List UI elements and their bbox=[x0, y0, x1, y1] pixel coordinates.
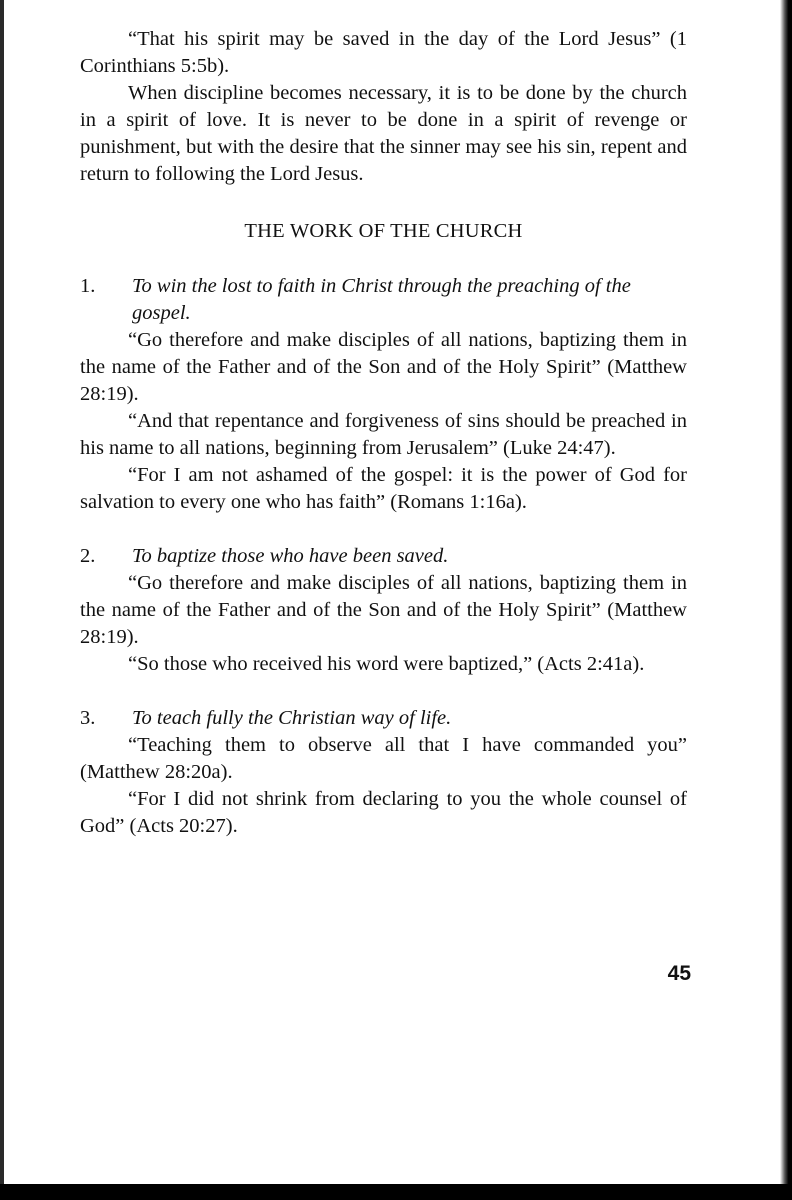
item-header bbox=[80, 705, 687, 732]
item-number: 3. bbox=[80, 707, 96, 729]
page-edge-right bbox=[780, 0, 792, 1200]
page-content bbox=[80, 26, 687, 840]
scripture-quote: “Go therefore and make disciples of all nations, baptizing them in the name of the Father and of the Son and of the Holy Spirit” (Matthew 28:19). bbox=[80, 572, 687, 648]
section-heading: THE WORK OF THE CHURCH bbox=[244, 220, 523, 242]
page-edge-bottom bbox=[0, 1184, 792, 1200]
item-number: 1. bbox=[80, 275, 96, 297]
scripture-quote: “Teaching them to observe all that I have commanded you” (Matthew 28:20a). bbox=[80, 734, 687, 783]
work-item-2 bbox=[80, 543, 687, 678]
item-title: To win the lost to faith in Christ through the preaching of the gospel. bbox=[132, 275, 631, 324]
item-title: To baptize those who have been saved. bbox=[132, 545, 449, 567]
spacer bbox=[80, 516, 687, 543]
scripture-quote: “For I am not ashamed of the gospel: it is the power of God for salvation to every one who has faith” (Romans 1:16a). bbox=[80, 464, 687, 513]
page-number: 45 bbox=[667, 962, 691, 985]
item-title: To teach fully the Christian way of life. bbox=[132, 707, 452, 729]
work-item-3 bbox=[80, 705, 687, 840]
intro-paragraph: When discipline becomes necessary, it is to be done by the church in a spirit of love. It is never to be done in a spirit of revenge or punishment, but with the desire that the sinner may see his sin, repent and return to following the Lord Jesus. bbox=[80, 82, 687, 185]
spacer bbox=[80, 678, 687, 705]
page-edge-left bbox=[0, 0, 4, 1200]
item-number: 2. bbox=[80, 545, 96, 567]
work-item-1 bbox=[80, 273, 687, 516]
scripture-quote: “And that repentance and forgiveness of sins should be preached in his name to all nations, beginning from Jerusalem” (Luke 24:47). bbox=[80, 410, 687, 459]
scripture-quote: “So those who received his word were baptized,” (Acts 2:41a). bbox=[128, 653, 645, 675]
scripture-quote: “Go therefore and make disciples of all nations, baptizing them in the name of the Father and of the Son and of the Holy Spirit” (Matthew 28:19). bbox=[80, 329, 687, 405]
item-header bbox=[80, 273, 687, 327]
item-header bbox=[80, 543, 687, 570]
intro-quote: “That his spirit may be saved in the day of the Lord Jesus” (1 Corinthians 5:5b). bbox=[80, 28, 687, 77]
scripture-quote: “For I did not shrink from declaring to you the whole counsel of God” (Acts 20:27). bbox=[80, 788, 687, 837]
